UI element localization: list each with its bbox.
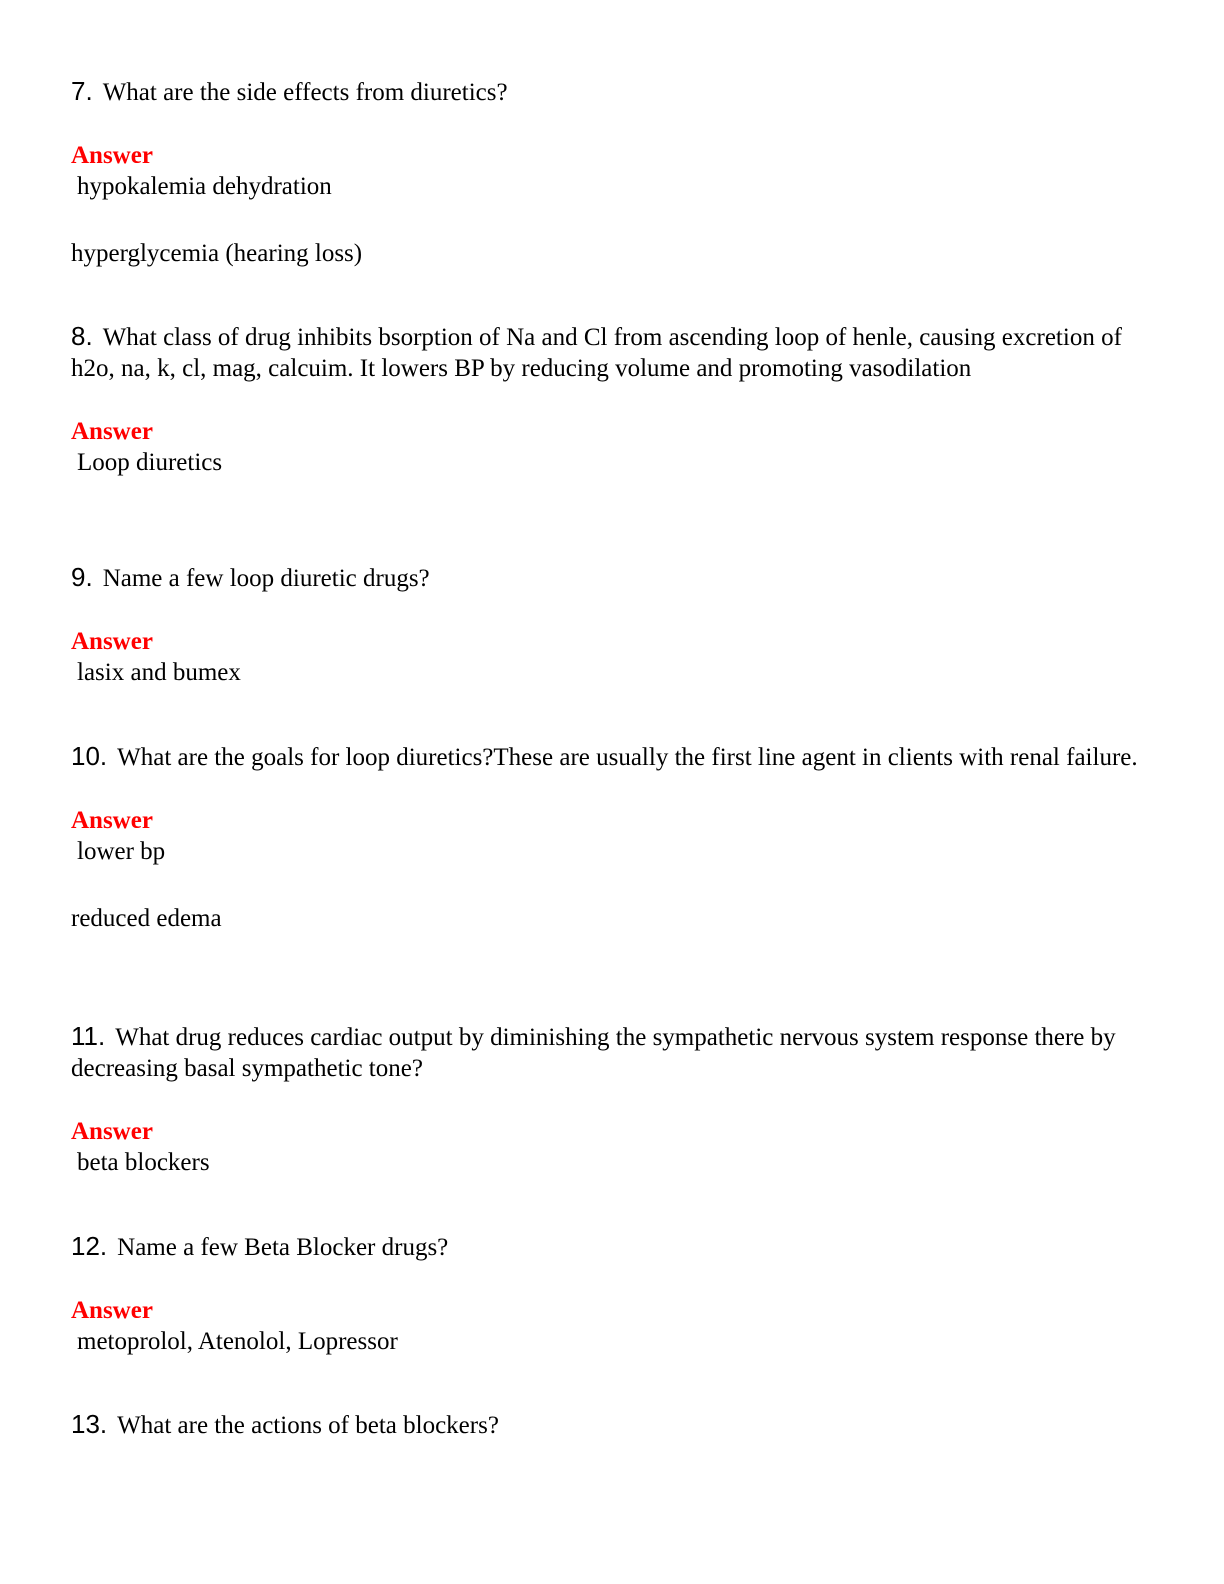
- answer-label: Answer: [71, 1297, 153, 1324]
- question-text: What are the side effects from diuretics?: [102, 79, 508, 106]
- qa-item: [71, 741, 1161, 934]
- question-number: 9.: [71, 562, 93, 592]
- question: [71, 321, 1161, 384]
- qa-item: [71, 1409, 1161, 1441]
- question-text: Name a few loop diuretic drugs?: [102, 565, 430, 592]
- question: [71, 76, 1161, 108]
- question-number: 10.: [71, 741, 108, 771]
- qa-item: [71, 76, 1161, 269]
- answer-line: beta blockers: [77, 1149, 210, 1176]
- question-number: 12.: [71, 1231, 108, 1261]
- question-text: What are the actions of beta blockers?: [117, 1412, 499, 1439]
- answer-line: lower bp: [77, 838, 166, 865]
- answer-line: reduced edema: [71, 905, 222, 932]
- question: [71, 741, 1161, 773]
- question: [71, 562, 1161, 594]
- qa-item: [71, 562, 1161, 688]
- question-text: What class of drug inhibits bsorption of Na and Cl from ascending loop of henle, causing excretion of h2o, na, k, cl, mag, calcuim. It lowers BP by reducing volume and promoting vasodilation: [71, 324, 1122, 382]
- question-number: 7.: [71, 76, 93, 106]
- answer-line: hypokalemia dehydration: [77, 173, 332, 200]
- question-text: What are the goals for loop diuretics?These are usually the first line agent in clients with renal failure.: [117, 744, 1138, 771]
- answer-line: lasix and bumex: [77, 659, 241, 686]
- answer-label: Answer: [71, 418, 153, 445]
- question-text: Name a few Beta Blocker drugs?: [117, 1234, 449, 1261]
- answer-label: Answer: [71, 142, 153, 169]
- question: [71, 1231, 1161, 1263]
- qa-item: [71, 1231, 1161, 1357]
- qa-item: [71, 321, 1161, 478]
- answer-label: Answer: [71, 628, 153, 655]
- question-number: 11.: [71, 1021, 106, 1051]
- question-number: 8.: [71, 321, 93, 351]
- question: [71, 1409, 1161, 1441]
- question-text: What drug reduces cardiac output by diminishing the sympathetic nervous system response there by decreasing basal sympathetic tone?: [71, 1024, 1116, 1082]
- answer-label: Answer: [71, 1118, 153, 1145]
- question: [71, 1021, 1161, 1084]
- answer-line: hyperglycemia (hearing loss): [71, 240, 363, 267]
- answer-line: metoprolol, Atenolol, Lopressor: [77, 1328, 398, 1355]
- answer-label: Answer: [71, 807, 153, 834]
- answer-line: Loop diuretics: [77, 449, 223, 476]
- qa-item: [71, 1021, 1161, 1178]
- question-number: 13.: [71, 1409, 108, 1439]
